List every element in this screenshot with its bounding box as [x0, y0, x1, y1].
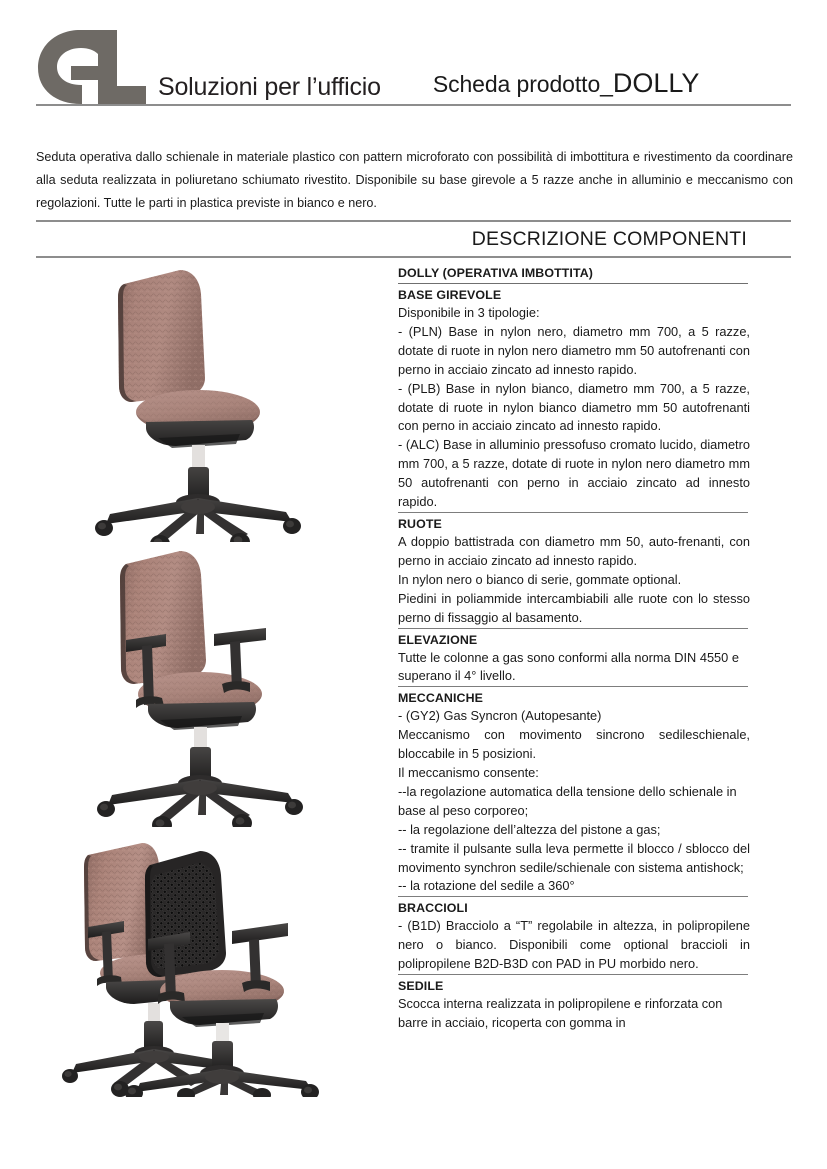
section-model — [398, 264, 750, 284]
backrest-texture — [118, 270, 205, 402]
section-body-braccioli — [398, 917, 750, 974]
paragraph: - (PLB) Base in nylon bianco, diametro mm 700, a 5 razze, dotate di ruote in nylon bianco diametro mm 50 autofrenanti con perno in acciaio zincato ad innesto rapido. — [398, 380, 750, 434]
section-meccaniche — [398, 686, 750, 896]
paragraph: In nylon nero o bianco di serie, gommate optional. — [398, 571, 682, 587]
description-banner-label: DESCRIZIONE COMPONENTI — [471, 228, 747, 250]
section-body-ruote — [398, 533, 750, 628]
paragraph: A doppio battistrada con diametro mm 50, auto-frenanti, con perno in acciaio zincato ad innesto rapido. — [398, 533, 750, 568]
page-title-prefix: Scheda prodotto_ — [432, 71, 613, 97]
el-logo-icon — [36, 28, 148, 106]
paragraph: - (GY2) Gas Syncron (Autopesante) — [398, 708, 602, 724]
section-body-sedile — [398, 995, 750, 1033]
section-title-elevazione: ELEVAZIONE — [398, 632, 478, 647]
gas-column — [192, 445, 205, 469]
five-star-base — [108, 775, 294, 823]
section-braccioli — [398, 896, 750, 974]
five-star-base — [106, 494, 292, 542]
paragraph: Scocca interna realizzata in polipropilene e rinforzata con barre in acciaio, ricoperta con gomma in — [398, 996, 723, 1030]
figure-chair-pair — [44, 827, 394, 1097]
paragraph: Meccanismo con movimento sincrono sedileschienale, bloccabile in 5 posizioni. — [398, 727, 750, 762]
paragraph: Il meccanismo consente: — [398, 765, 539, 781]
description-banner — [36, 224, 791, 255]
paragraph: Disponibile in 3 tipologie: — [398, 305, 540, 320]
body-columns — [0, 262, 827, 1162]
gas-column — [194, 727, 207, 749]
paragraph: Tutte le colonne a gas sono conformi alla norma DIN 4550 e superano il 4° livello. — [398, 649, 739, 684]
section-divider — [398, 512, 748, 513]
section-body-elevazione — [398, 649, 750, 687]
brand-tagline: Soluzioni per l’ufficio — [158, 73, 381, 101]
section-title-ruote: RUOTE — [398, 516, 442, 531]
intro-paragraph — [36, 146, 793, 215]
section-title-base-girevole: BASE GIREVOLE — [398, 288, 502, 302]
page-title — [433, 68, 700, 106]
section-ruote — [398, 512, 750, 628]
section-body-meccaniche — [398, 707, 750, 896]
page-header — [36, 22, 791, 106]
rear-gas-column — [148, 1003, 160, 1023]
section-title-braccioli: BRACCIOLI — [398, 901, 468, 916]
front-gas-column — [216, 1023, 229, 1043]
component-descriptions-column — [398, 262, 750, 1033]
description-divider-top — [36, 220, 791, 222]
paragraph: --la regolazione automatica della tensione dello schienale in base al peso corporeo; — [398, 783, 737, 818]
paragraph: -- la regolazione dell’altezza del pistone a gas; — [398, 821, 661, 837]
intro-text: Seduta operativa dallo schienale in materiale plastico con pattern microforato con possibilità di imbottitura e rivestimento da coordinare alla seduta realizzata in poliuretano schiumato rivestito. Disponibile su base girevole a 5 razze anche in alluminio e meccanismo con regolazioni. Tutte le parti in plastica previste in bianco e nero. — [36, 150, 793, 210]
description-divider-bottom — [36, 256, 791, 258]
brand-logo — [36, 28, 381, 106]
section-divider — [398, 628, 748, 629]
header-divider — [36, 104, 791, 106]
section-sedile — [398, 974, 750, 1033]
section-base-girevole — [398, 286, 750, 512]
page-title-model: DOLLY — [612, 68, 700, 98]
front-backrest-perforation — [151, 863, 219, 969]
section-title-model: DOLLY (OPERATIVA IMBOTTITA) — [398, 264, 748, 284]
section-title-sedile: SEDILE — [398, 979, 444, 994]
paragraph: - (B1D) Bracciolo a “T” regolabile in altezza, in polipropilene nero o bianco. Disponibili come optional braccioli in polipropilene B2D-B3D con PAD in PU morbido nero. — [398, 918, 750, 972]
front-five-star-base — [136, 1065, 312, 1097]
section-divider — [398, 896, 748, 897]
section-body-base-girevole — [398, 304, 750, 512]
section-divider — [398, 686, 748, 687]
section-divider — [398, 974, 748, 975]
backrest-texture — [120, 551, 206, 684]
paragraph: - (ALC) Base in alluminio pressofuso cromato lucido, diametro mm 700, a 5 razze, dotate di ruote in nylon nero diametro mm 50 autofrenanti con perno in acciaio zincato ad innesto rapido. — [398, 437, 750, 510]
section-elevazione — [398, 628, 750, 687]
paragraph: -- tramite il pulsante sulla leva permette il blocco / sblocco del movimento synchron sedile/schienale con sistema antishock; — [398, 840, 750, 875]
figure-chair-no-armrests — [80, 262, 380, 542]
paragraph: Piedini in poliammide intercambiabili alle ruote con lo stesso perno di fissaggio al basamento. — [398, 590, 750, 625]
product-images-column — [30, 262, 390, 1142]
figure-chair-with-armrests — [80, 542, 380, 827]
section-title-meccaniche: MECCANICHE — [398, 691, 483, 706]
paragraph: -- la rotazione del sedile a 360° — [398, 878, 575, 894]
paragraph: - (PLN) Base in nylon nero, diametro mm 700, a 5 razze, dotate di ruote in nylon nero diametro mm 50 autofrenanti con perno in acciaio zincato ad innesto rapido. — [398, 323, 750, 377]
